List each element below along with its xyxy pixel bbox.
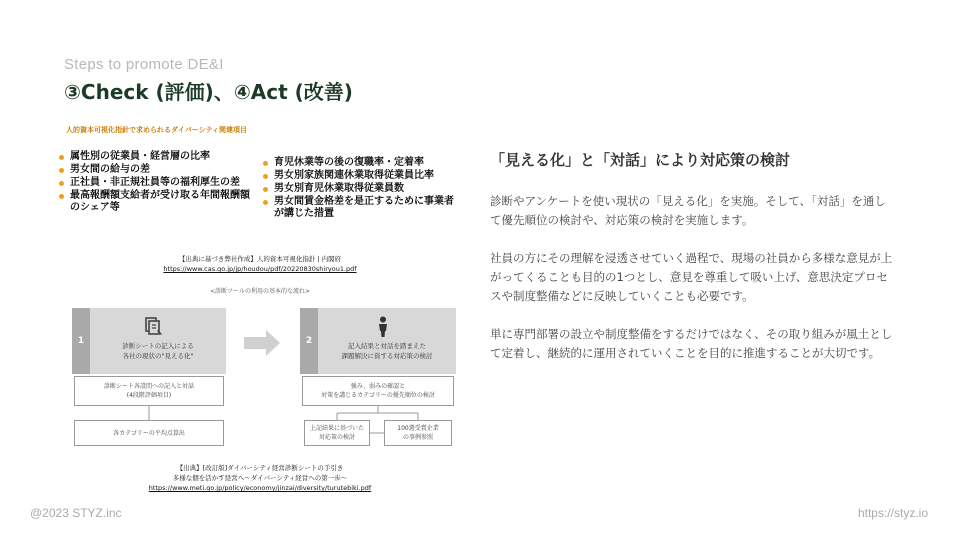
list-item: 属性別の従業員・経営層の比率 bbox=[58, 151, 254, 163]
box-text-line: 上記結果に基づいた bbox=[309, 425, 364, 432]
flow-arrow-icon bbox=[242, 328, 282, 358]
source-link[interactable]: https://www.meti.go.jp/policy/economy/jinzai/diversity/turutebiki.pdf bbox=[148, 484, 372, 492]
paragraph: 社員の方にその理解を浸透させていく過程で、現場の社員から多様な意見が上がってくることも目的の1つとし、意見を尊重して吸い上げ、意思決定プロセスや制度整備などに反映していくことも必要です。 bbox=[490, 251, 893, 303]
list-item: 正社員・非正規社員等の福利厚生の差 bbox=[58, 177, 254, 189]
person-icon bbox=[376, 316, 390, 338]
box-text-line: 強み、弱みの確認と bbox=[350, 383, 406, 390]
flow-box-strengths-weaknesses bbox=[302, 376, 454, 406]
diversity-items-heading: 人的資本可視化指針で求められるダイバーシティ関連項目 bbox=[66, 126, 248, 134]
box-text-line: 各カテゴリーの平均点算出 bbox=[113, 429, 185, 437]
box-text-line: 対応策の検討 bbox=[318, 434, 355, 441]
box-text-line: 対策を講じるカテゴリーの優先順位の検討 bbox=[321, 392, 435, 399]
diversity-items-list-right bbox=[262, 157, 458, 221]
flow-caption: <診断ツールの利用の基本的な流れ> bbox=[210, 288, 310, 295]
step-number: 2 bbox=[300, 308, 318, 374]
footer-copyright: @2023 STYZ.inc bbox=[30, 506, 122, 520]
flow-step-2 bbox=[300, 308, 456, 374]
source-citation-meti bbox=[100, 463, 420, 493]
box-text-line: 診断シート各設問への記入と対話 bbox=[103, 383, 194, 390]
box-text-line: の事例参照 bbox=[402, 434, 433, 441]
step-number: 1 bbox=[72, 308, 90, 374]
flow-step-1 bbox=[72, 308, 226, 374]
footer-url[interactable]: https://styz.io bbox=[857, 506, 928, 520]
box-text-line: 100選受賞企業 bbox=[397, 425, 439, 432]
flow-box-case-studies bbox=[384, 420, 452, 446]
step-text-line: 診断シートの記入による bbox=[122, 342, 194, 350]
slide-title: ③Check (評価)、④Act (改善) bbox=[64, 80, 353, 104]
flow-box-fill-and-dialogue bbox=[74, 376, 224, 406]
diversity-items-list-left bbox=[58, 151, 254, 215]
list-item: 最高報酬額支給者が受け取る年間報酬額のシェア等 bbox=[58, 190, 254, 214]
step-text-line: 課題解決に資する対応策の検討 bbox=[341, 352, 433, 360]
flow-box-countermeasures bbox=[304, 420, 370, 446]
source-subtitle: 多様な個を活かす経営へ～ダイバーシティ経営への第一歩～ bbox=[172, 474, 348, 482]
list-item: 育児休業等の後の復職率・定着率 bbox=[262, 157, 458, 169]
source-citation-cabinet-office bbox=[110, 254, 410, 274]
step-text-line: 各社の現状の"見える化" bbox=[122, 352, 194, 360]
paragraph: 単に専門部署の設立や制度整備をするだけではなく、その取り組みが風土として定着し、継続的に運用されていくことを目的に推進することが大切です。 bbox=[490, 327, 893, 360]
section-heading: 「見える化」と「対話」により対応策の検討 bbox=[490, 151, 791, 169]
paragraph: 診断やアンケートを使い現状の「見える化」を実施。そして、「対話」を通して優先順位の検討や、対応策の検討を実施します。 bbox=[490, 194, 886, 227]
source-link[interactable]: https://www.cas.go.jp/jp/houdou/pdf/20220830shiryou1.pdf bbox=[163, 265, 357, 273]
source-title: 【出典に基づき弊社作成】人的資本可視化指針 | 内閣府 bbox=[178, 255, 342, 263]
source-title: 【出典】[改訂版]ダイバーシティ経営診断シートの手引き bbox=[176, 464, 344, 472]
slide-subtitle: Steps to promote DE&I bbox=[64, 56, 224, 73]
list-item: 男女間の給与の差 bbox=[58, 164, 254, 176]
document-edit-icon bbox=[144, 316, 164, 338]
list-item: 男女間賃金格差を是正するために事業者が講じた措置 bbox=[262, 196, 458, 220]
list-item: 男女別家族関連休業取得従業員比率 bbox=[262, 170, 458, 182]
box-text-line: (4段階評価項目) bbox=[126, 392, 172, 399]
step-text-line: 記入結果と対話を踏まえた bbox=[348, 342, 426, 350]
flow-box-average-score bbox=[74, 420, 224, 446]
list-item: 男女別育児休業取得従業員数 bbox=[262, 183, 458, 195]
